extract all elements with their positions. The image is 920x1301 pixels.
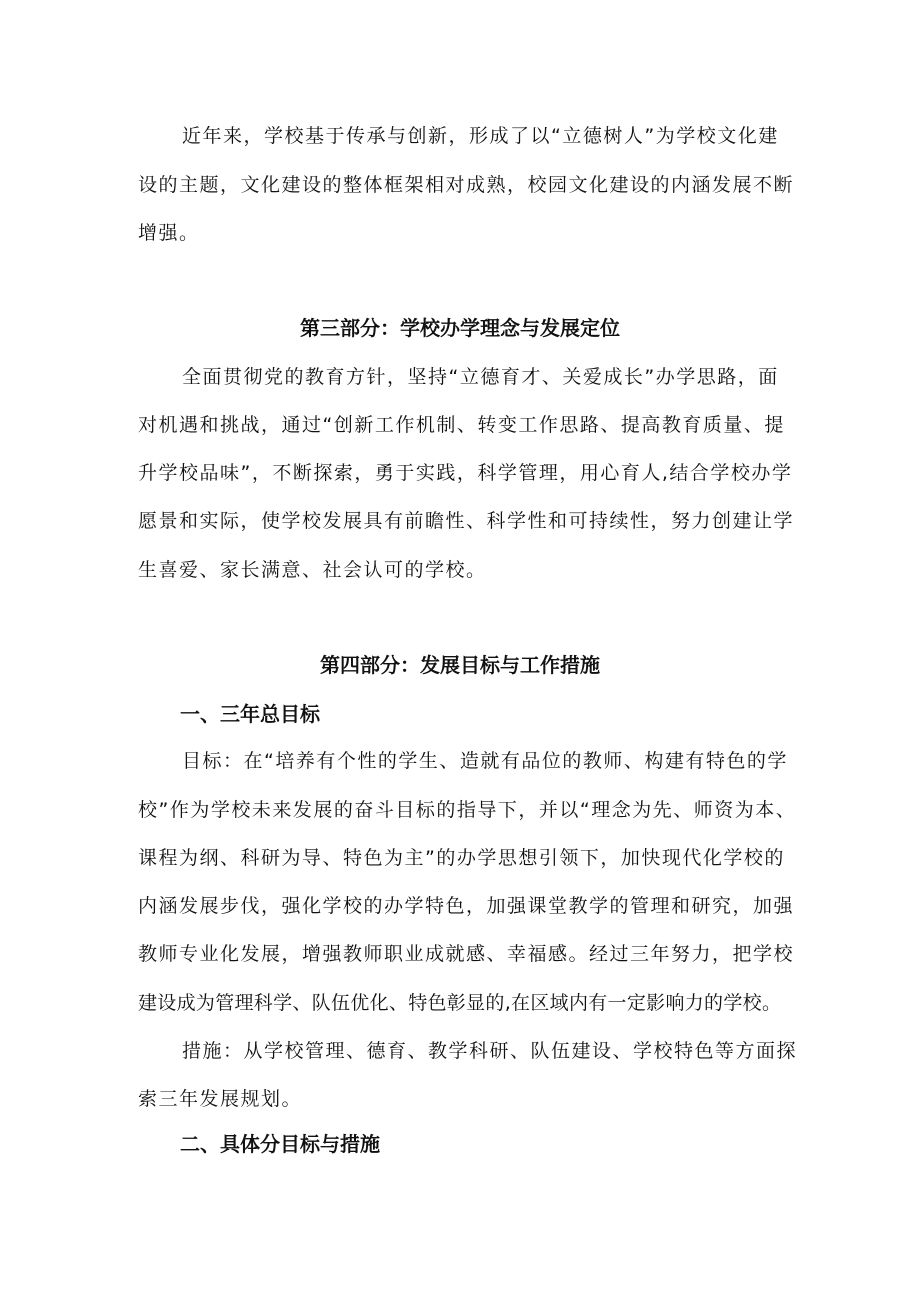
goal-line-6: 建设成为管理科学、队伍优化、特色彰显的,在区域内有一定影响力的学校。 — [138, 992, 782, 1014]
intro-line-2: 设的主题，文化建设的整体框架相对成熟，校园文化建设的内涵发展不断 — [138, 174, 795, 196]
part4-title: 第四部分：发展目标与工作措施 — [320, 653, 600, 677]
measure-line-2: 索三年发展规划。 — [138, 1088, 303, 1110]
goal-line-2: 校”作为学校未来发展的奋斗目标的指导下，并以“理念为先、师资为本、 — [138, 799, 797, 821]
section2-heading: 二、具体分目标与措施 — [180, 1132, 380, 1156]
intro-line-1: 近年来，学校基于传承与创新，形成了以“立德树人”为学校文化建 — [182, 125, 779, 147]
part3-line-1: 全面贯彻党的教育方针，坚持“立德育才、关爱成长”办学思路，面 — [182, 366, 779, 388]
section1-heading: 一、三年总目标 — [180, 702, 320, 726]
part3-line-5: 生喜爱、家长满意、社会认可的学校。 — [138, 559, 487, 581]
goal-line-5: 教师专业化发展，增强教师职业成就感、幸福感。经过三年努力，把学校 — [138, 943, 795, 965]
goal-line-1: 目标：在“培养有个性的学生、造就有品位的教师、构建有特色的学 — [182, 750, 788, 772]
part3-line-3: 升学校品味”，不断探索，勇于实践，科学管理，用心育人,结合学校办学 — [138, 462, 793, 484]
intro-line-3: 增强。 — [138, 222, 200, 244]
measure-line-1: 措施：从学校管理、德育、教学科研、队伍建设、学校特色等方面探 — [182, 1040, 798, 1062]
goal-line-3: 课程为纲、科研为导、特色为主”的办学思想引领下，加快现代化学校的 — [138, 847, 785, 869]
part3-line-4: 愿景和实际，使学校发展具有前瞻性、科学性和可持续性，努力创建让学 — [138, 510, 795, 532]
part3-line-2: 对机遇和挑战，通过“创新工作机制、转变工作思路、提高教育质量、提 — [138, 414, 785, 436]
goal-line-4: 内涵发展步伐，强化学校的办学特色，加强课堂教学的管理和研究，加强 — [138, 895, 795, 917]
part3-title: 第三部分：学校办学理念与发展定位 — [300, 316, 620, 340]
